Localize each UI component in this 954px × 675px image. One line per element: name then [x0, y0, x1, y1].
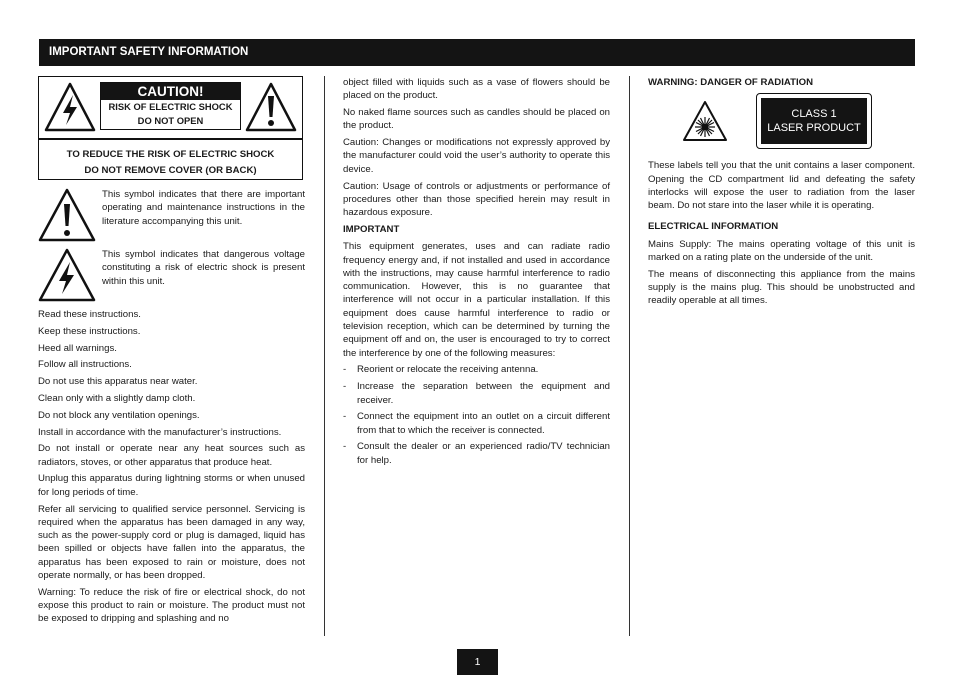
symbol-explanation [38, 248, 305, 302]
paragraph: No naked flame sources such as candles should be placed on the product. [343, 107, 610, 132]
symbol-text: This symbol indicates that there are important operating and maintenance instructions in the literature accompanying this unit. [102, 189, 305, 227]
column-divider [324, 76, 325, 636]
instruction: Refer all servicing to qualified service personnel. Servicing is required when the apparatus has been damaged in any way, such as the power-supply cord or plug is damaged, liquid has been spilled or objects have fallen into the apparatus, the apparatus has been exposed to rain or moisture, does not operate normally, or has been dropped. [38, 503, 305, 582]
page-number: 1 [457, 649, 498, 675]
lightning-triangle-icon [38, 248, 96, 302]
instruction: Read these instructions. [38, 309, 141, 320]
exclamation-triangle-icon [38, 188, 96, 242]
instruction: Unplug this apparatus during lightning storms or when unused for long periods of time. [38, 473, 305, 498]
instruction: Do not use this apparatus near water. [38, 376, 198, 388]
class-label-line-1: CLASS 1 [791, 108, 837, 121]
caution-bottom-line-2: DO NOT REMOVE COVER (OR BACK) [84, 165, 257, 176]
section-header: IMPORTANT SAFETY INFORMATION [39, 39, 915, 66]
paragraph: Caution: Changes or modifications not expressly approved by the manufacturer could void the user’s authority to operate this device. [343, 137, 610, 175]
caution-label [38, 76, 303, 180]
column-divider [629, 76, 630, 636]
column-2 [343, 76, 610, 471]
lightning-triangle-icon [44, 81, 96, 133]
instruction: Keep these instructions. [38, 325, 141, 337]
electrical-heading: ELECTRICAL INFORMATION [648, 221, 779, 233]
laser-warning-icon [682, 100, 728, 142]
instruction: Warning: To reduce the risk of fire or electrical shock, do not expose this product to rain or moisture. The product must not be exposed to dripping and splashing and no [38, 586, 305, 625]
list-item: - Reorient or relocate the receiving antenna. [343, 364, 539, 376]
class-1-laser-label [756, 93, 872, 149]
symbol-text: This symbol indicates that dangerous voltage constituting a risk of electric shock is present within this unit. [102, 249, 305, 287]
caution-line-2: DO NOT OPEN [137, 115, 204, 126]
instruction: Do not install or operate near any heat sources such as radiators, stoves, or other apparatus that produce heat. [38, 443, 305, 468]
list-item: - Consult the dealer or an experienced radio/TV technician for help. [343, 441, 610, 466]
instruction: Clean only with a slightly damp cloth. [38, 392, 196, 404]
instruction: Follow all instructions. [38, 359, 132, 371]
paragraph: The means of disconnecting this appliance from the mains supply is the mains plug. This should be unobstructed and readily operable at all times. [648, 268, 915, 307]
exclamation-triangle-icon [245, 81, 297, 133]
radiation-heading: WARNING: DANGER OF RADIATION [648, 77, 814, 88]
list-item: - Increase the separation between the equipment and receiver. [343, 381, 610, 406]
caution-title: CAUTION! [101, 83, 240, 100]
instruction: Do not block any ventilation openings. [38, 409, 200, 421]
column-1 [38, 76, 305, 629]
paragraph: Caution: Usage of controls or adjustments or performance of procedures other than those specified herein may result in hazardous exposure. [343, 180, 610, 219]
caution-center-panel [100, 82, 241, 130]
list-item: - Connect the equipment into an outlet on a circuit different from that to which the receiver is connected. [343, 411, 610, 436]
symbol-explanation [38, 188, 305, 242]
important-paragraph: This equipment generates, uses and can radiate radio frequency energy and, if not installed and used in accordance with the instructions, may cause harmful interference to radio communication. However, this is no guarantee that interference will not occur in a particular installation. If this equipment does cause harmful interference to radio or television reception, which can be determined by turning the equipment off and on, the user is encouraged to try to correct the interference by one of the following measures: [343, 241, 610, 359]
laser-labels [682, 93, 915, 149]
class-label-line-2: LASER PRODUCT [767, 122, 861, 135]
column-3 [648, 76, 915, 311]
instruction: Heed all warnings. [38, 342, 117, 354]
caution-bottom-line-1: TO REDUCE THE RISK OF ELECTRIC SHOCK [66, 149, 275, 160]
instruction: Install in accordance with the manufacturer’s instructions. [38, 426, 282, 438]
caution-line-1: RISK OF ELECTRIC SHOCK [108, 101, 233, 112]
paragraph: object filled with liquids such as a vase of flowers should be placed on the product. [343, 77, 610, 102]
paragraph: These labels tell you that the unit contains a laser component. Opening the CD compartment lid and defeating the safety interlocks will expose the user to radiation from the laser beam. Do not stare into the laser while it is operating. [648, 160, 915, 212]
paragraph: Mains Supply: The mains operating voltage of this unit is marked on a rating plate on the underside of the unit. [648, 238, 915, 264]
important-heading: IMPORTANT [343, 223, 400, 235]
